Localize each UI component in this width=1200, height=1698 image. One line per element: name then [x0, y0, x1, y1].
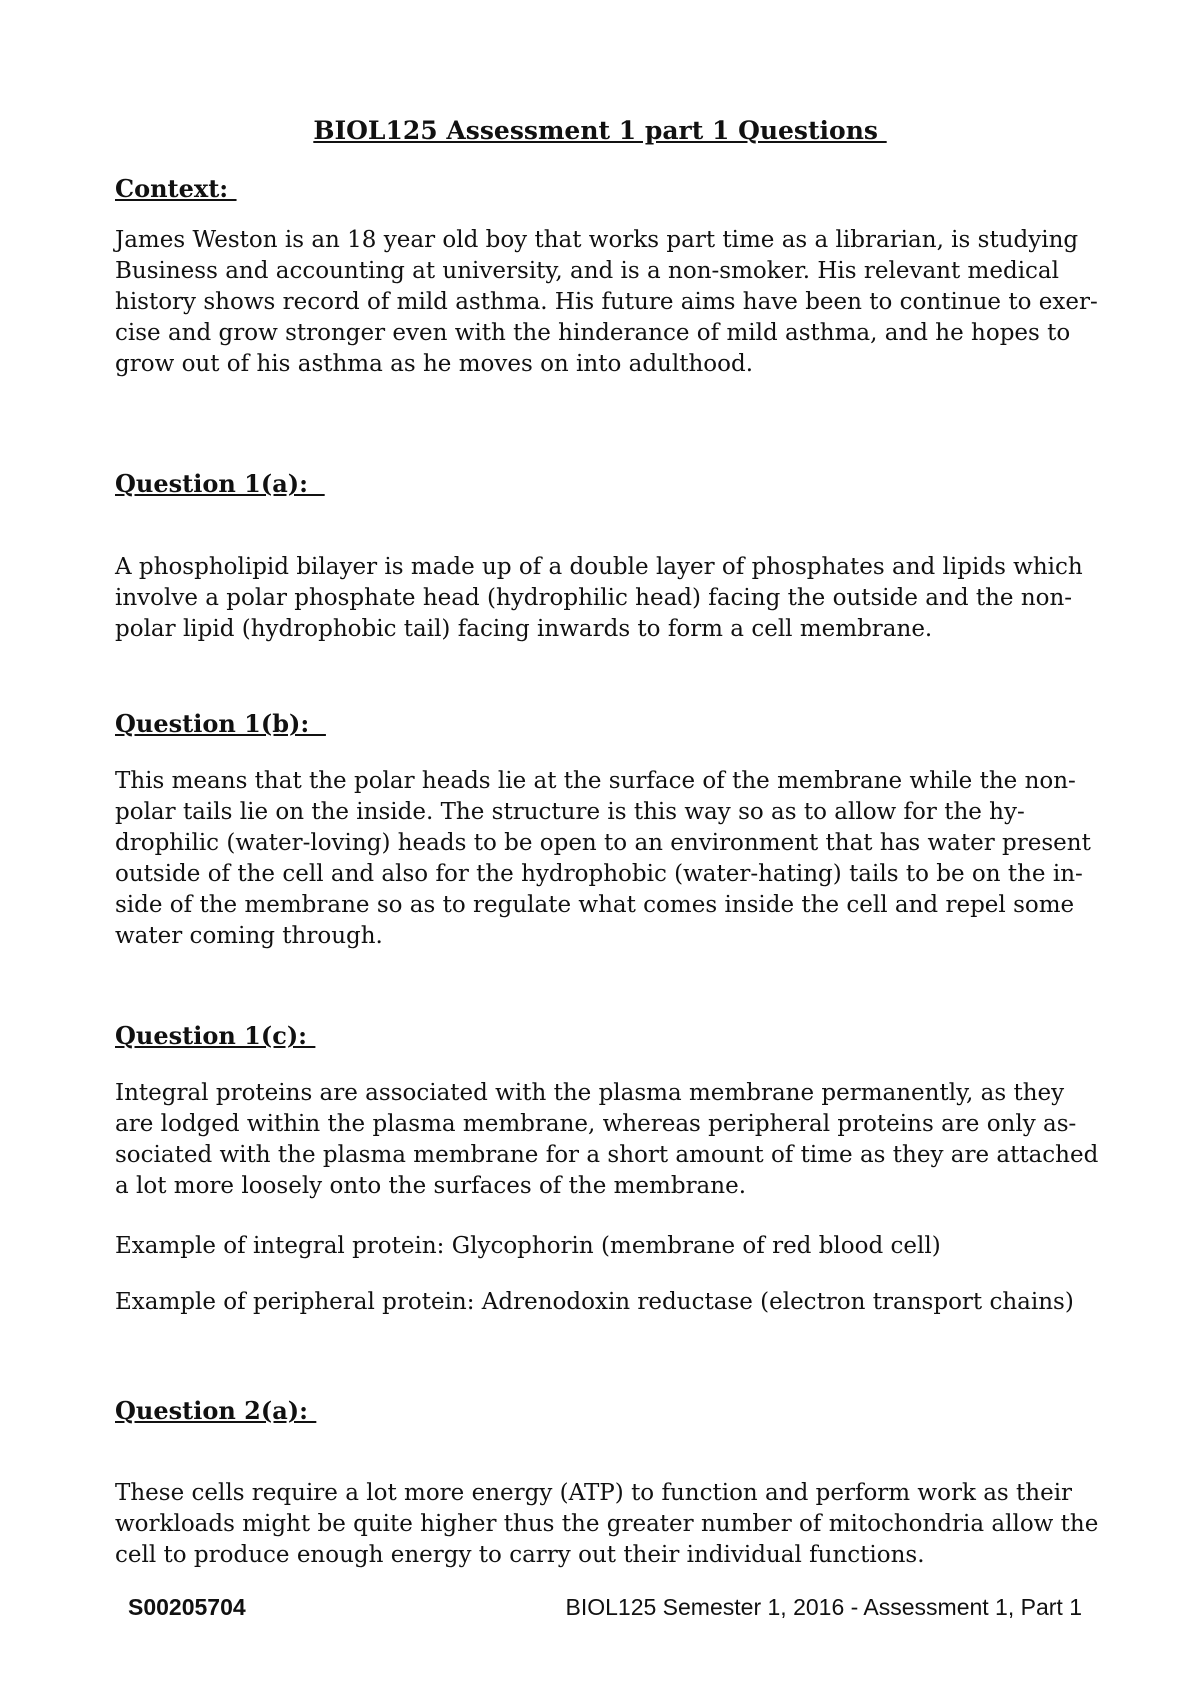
question-2a-answer	[115, 1478, 1105, 1571]
answer-line: workloads might be quite higher thus the greater number of mitochondria allow the	[115, 1511, 1099, 1537]
peripheral-protein-example	[115, 1287, 1105, 1318]
answer-line: cell to produce enough energy to carry out their individual functions.	[115, 1542, 925, 1568]
context-line: Business and accounting at university, and is a non-smoker. His relevant medical	[115, 258, 1059, 284]
answer-line: outside of the cell and also for the hydrophobic (water-hating) tails to be on the in-	[115, 861, 1083, 887]
question-1b-heading: Question 1(b):	[115, 709, 326, 738]
footer-course-info: BIOL125 Semester 1, 2016 - Assessment 1, Part 1	[565, 1594, 1082, 1620]
question-1a-heading: Question 1(a):	[115, 469, 325, 498]
answer-line: Integral proteins are associated with the plasma membrane permanently, as they	[115, 1080, 1065, 1106]
example-line: Example of peripheral protein: Adrenodoxin reductase (electron transport chains)	[115, 1289, 1074, 1315]
answer-line: sociated with the plasma membrane for a short amount of time as they are attached	[115, 1142, 1099, 1168]
context-heading: Context:	[115, 174, 237, 203]
answer-line: These cells require a lot more energy (ATP) to function and perform work as their	[115, 1480, 1073, 1506]
question-1a-answer	[115, 552, 1105, 645]
answer-line: water coming through.	[115, 923, 383, 949]
answer-line: polar lipid (hydrophobic tail) facing inwards to form a cell membrane.	[115, 616, 933, 642]
footer-student-id: S00205704	[128, 1594, 246, 1620]
context-line: history shows record of mild asthma. His future aims have been to continue to exer-	[115, 289, 1098, 315]
context-line: cise and grow stronger even with the hinderance of mild asthma, and he hopes to	[115, 320, 1071, 346]
context-line: James Weston is an 18 year old boy that works part time as a librarian, is studying	[115, 227, 1079, 253]
context-paragraph	[115, 225, 1105, 380]
answer-line: A phospholipid bilayer is made up of a double layer of phosphates and lipids which	[115, 554, 1083, 580]
answer-line: are lodged within the plasma membrane, whereas peripheral proteins are only as-	[115, 1111, 1077, 1137]
answer-line: side of the membrane so as to regulate what comes inside the cell and repel some	[115, 892, 1075, 918]
example-line: Example of integral protein: Glycophorin (membrane of red blood cell)	[115, 1233, 941, 1259]
document-title: BIOL125 Assessment 1 part 1 Questions	[313, 116, 887, 145]
answer-line: a lot more loosely onto the surfaces of the membrane.	[115, 1173, 747, 1199]
context-line: grow out of his asthma as he moves on into adulthood.	[115, 351, 754, 377]
question-1b-answer	[115, 766, 1105, 952]
question-1c-answer	[115, 1078, 1105, 1202]
question-2a-heading: Question 2(a):	[115, 1396, 317, 1425]
answer-line: This means that the polar heads lie at the surface of the membrane while the non-	[115, 768, 1076, 794]
answer-line: polar tails lie on the inside. The structure is this way so as to allow for the hy-	[115, 799, 1025, 825]
question-1c-heading: Question 1(c):	[115, 1021, 316, 1050]
integral-protein-example	[115, 1231, 1105, 1262]
answer-line: involve a polar phosphate head (hydrophilic head) facing the outside and the non-	[115, 585, 1073, 611]
answer-line: drophilic (water-loving) heads to be open to an environment that has water present	[115, 830, 1091, 856]
